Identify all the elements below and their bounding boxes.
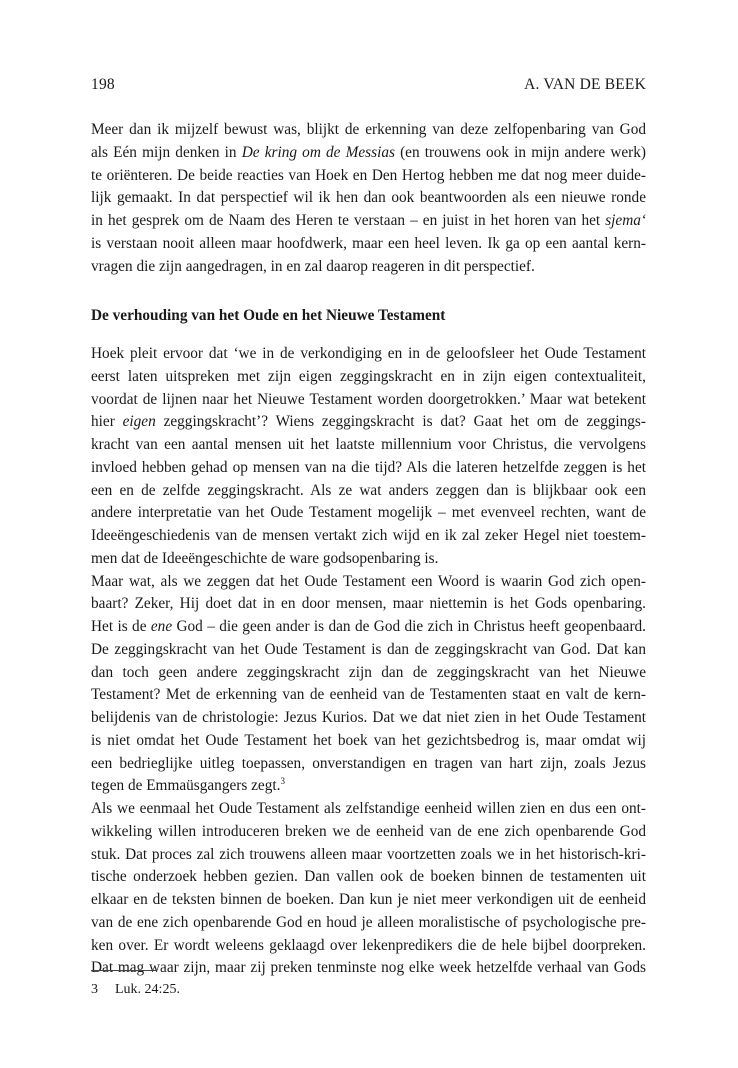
emphasis: eigen: [122, 413, 156, 431]
footnote-number: 3: [91, 982, 98, 997]
text-run: zeggingskracht’? Wiens zeggingskracht is dat? Gaat het om de zeggings-: [155, 413, 646, 431]
text-line: is verstaan nooit alleen maar hoofdwerk, maar een heel leven. Ik ga op een aantal kern-: [91, 234, 646, 252]
text-line: een en de zelfde zeggingskracht. Als ze wat anders zeggen dan is blijkbaar ook een: [91, 481, 646, 499]
text-line: wikkeling willen introduceren breken we de eenheid van de ene zich openbarende God: [91, 822, 646, 840]
text-line: Dat mag waar zijn, maar zij preken tenminste nog elke week hetzelfde verhaal van Gods: [91, 959, 646, 977]
text-run: hier: [91, 413, 123, 431]
text-line: te oriënteren. De beide reacties van Hoek en Den Hertog hebben me dat nog meer duide-: [91, 166, 646, 184]
text-run: in het gesprek om de Naam des Heren te verstaan – en juist in het horen van het: [91, 212, 606, 229]
paragraph: [91, 571, 646, 799]
text-line: Als we eenmaal het Oude Testament als zelfstandige eenheid willen zien en dus een ont-: [91, 800, 646, 817]
text-line: Maar wat, als we zeggen dat het Oude Testament een Woord is waarin God zich open-: [91, 572, 646, 590]
section-heading: De verhouding van het Oude en het Nieuwe Testament: [91, 307, 446, 324]
text-line: [91, 210, 646, 233]
text-line: baart? Zeker, Hij doet dat in en door mensen, maar niettemin is het Gods openbaring.: [91, 595, 646, 613]
footnote-separator: [91, 970, 157, 971]
footnote-reference[interactable]: 3: [280, 776, 285, 787]
text-line: stuk. Dat proces zal zich trouwens alleen maar voortzetten zoals we in het historisch-kri-: [91, 845, 646, 863]
text-line: Testament? Met de erkenning van de eenheid van de Testamenten staat en valt de kern-: [91, 686, 646, 704]
page-number: 198: [91, 76, 115, 93]
footnote-text: Luk. 24:25.: [115, 982, 180, 997]
text-line: belijdenis van de christologie: Jezus Kurios. Dat we dat niet zien in het Oude Testament: [91, 709, 646, 726]
text-line: [91, 142, 646, 165]
text-line: Ideeëngeschiedenis van de mensen vertakt zich wijd en ik zal zeker Hegel niet toestem-: [91, 527, 646, 544]
text-line: elkaar en de teksten binnen de boeken. Dan kun je niet meer verkondigen uit de eenheid: [91, 891, 646, 908]
book-title: De kring om de Messias: [241, 143, 395, 161]
text-line: tische onderzoek hebben gezien. Dan vallen ook de boeken binnen de testamenten uit: [91, 868, 646, 886]
text-line: Hoek pleit ervoor dat ‘we in de verkondiging en in de geloofsleer het Oude Testament: [91, 345, 646, 362]
text-line: vragen die zijn aangedragen, in en zal daarop reageren in dit perspectief.: [91, 257, 535, 275]
running-header: [91, 76, 646, 94]
text-line: lijk gemaakt. In dat perspectief wil ik hen dan ook beantwoorden als een nieuwe ronde: [91, 189, 646, 207]
text-line: andere interpretatie van het Oude Testament mogelijk – met evenveel rechten, want de: [91, 504, 646, 522]
running-head: A. VAN DE BEEK: [524, 76, 646, 93]
paragraph-intro: [91, 119, 646, 278]
text-line: [91, 775, 646, 798]
text-run: God – die geen ander is dan de God die zich in Christus heeft geopenbaard.: [172, 618, 647, 635]
text-line: [91, 616, 646, 639]
text-line: van de ene zich openbarende God en houd je alleen moralistische of psychologische pre-: [91, 913, 646, 931]
text-run: als Eén mijn denken in: [91, 143, 242, 161]
text-line: men dat de Ideeëngeschichte de ware godsopenbaring is.: [91, 549, 439, 567]
section-body: [91, 343, 646, 980]
text-line: ken over. Er wordt weleens geklaagd over lekenpredikers die de hele bijbel doorpreken.: [91, 936, 646, 954]
text-line: een bedrieglijke uitleg toepassen, onverstandigen en tragen van hart zijn, zoals Jezus: [91, 754, 646, 772]
text-line: eerst laten uitspreken met zijn eigen zeggingskracht en in zijn eigen contextualiteit,: [91, 367, 646, 385]
paragraph: [91, 343, 646, 571]
emphasis: ene: [150, 618, 173, 635]
text-line: is niet omdat het Oude Testament het boek van het gezichtsbedrog is, maar omdat wij: [91, 731, 646, 749]
text-line: voordat de lijnen naar het Nieuwe Testament worden doorgetrokken.’ Maar wat betekent: [91, 390, 646, 408]
emphasis: sjema‘: [605, 212, 646, 229]
text-line: kracht van een aantal mensen uit het laatste millennium voor Christus, die vervolgens: [91, 436, 646, 453]
footnote: [91, 982, 180, 998]
text-run: tegen de Emmaüsgangers zegt.: [91, 777, 281, 795]
text-line: Meer dan ik mijzelf bewust was, blijkt de erkenning van deze zelfopenbaring van God: [91, 121, 646, 138]
paragraph: [91, 798, 646, 980]
text-line: [91, 411, 646, 434]
text-run: (en trouwens ook in mijn andere werk): [394, 143, 646, 161]
text-line: De zeggingskracht van het Oude Testament is dan de zeggingskracht van God. Dat kan: [91, 640, 646, 658]
text-run: Het is de: [91, 618, 151, 635]
text-line: invloed hebben gehad op mensen van na die tijd? Als die lateren hetzelfde zeggen is het: [91, 458, 646, 476]
text-line: dan toch geen andere zeggingskracht zijn dan de zeggingskracht van het Nieuwe: [91, 663, 646, 681]
